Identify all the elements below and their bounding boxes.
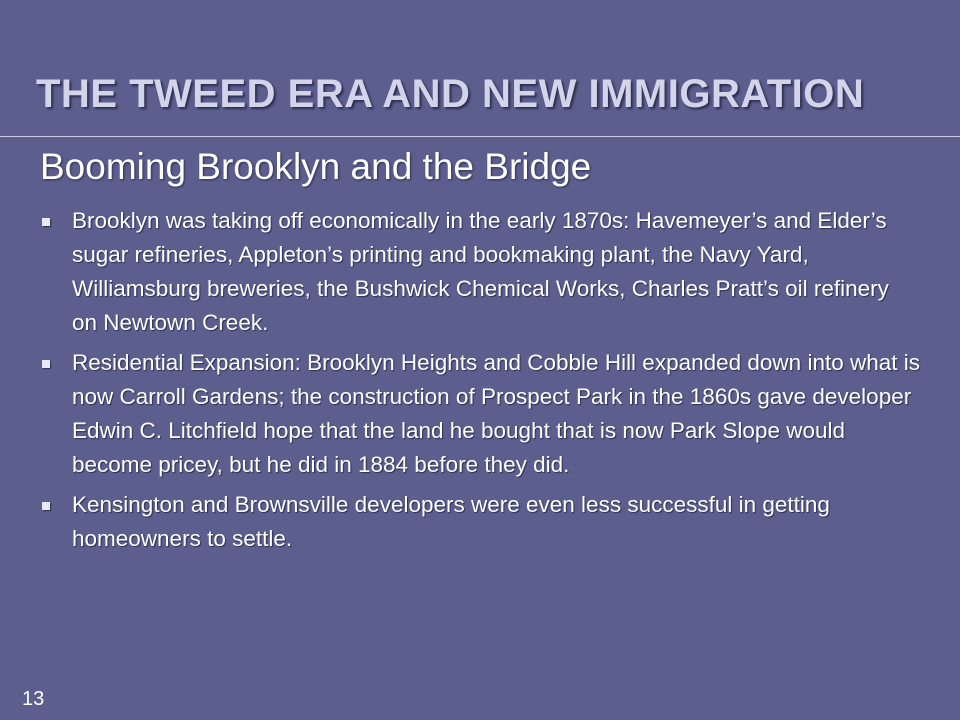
bullet-text: Brooklyn was taking off economically in the early 1870s: Havemeyer’s and Elder’s sugar refineries, Appleton’s printing and bookmaking plant, the Navy Yard, Williamsburg breweries, the Bushwick Chemical Works, Charles Pratt’s oil refinery on Newtown Creek. xyxy=(72,208,889,335)
slide-number: 13 xyxy=(22,688,45,710)
bullet-text: Kensington and Brownsville developers were even less successful in getting homeowners to settle. xyxy=(72,492,830,551)
square-bullet-icon xyxy=(42,360,50,368)
bullet-list xyxy=(40,204,920,562)
bullet-item xyxy=(40,488,920,556)
title-divider xyxy=(0,136,960,137)
slide-title: THE TWEED ERA AND NEW IMMIGRATION xyxy=(36,72,865,116)
square-bullet-icon xyxy=(42,502,50,510)
bullet-item xyxy=(40,346,920,482)
bullet-text: Residential Expansion: Brooklyn Heights and Cobble Hill expanded down into what is now Carroll Gardens; the construction of Prospect Park in the 1860s gave developer Edwin C. Litchfield hope that the land he bought that is now Park Slope would become pricey, but he did in 1884 before they did. xyxy=(72,350,921,477)
slide-subtitle: Booming Brooklyn and the Bridge xyxy=(40,146,592,187)
square-bullet-icon xyxy=(42,218,50,226)
bullet-item xyxy=(40,204,920,340)
